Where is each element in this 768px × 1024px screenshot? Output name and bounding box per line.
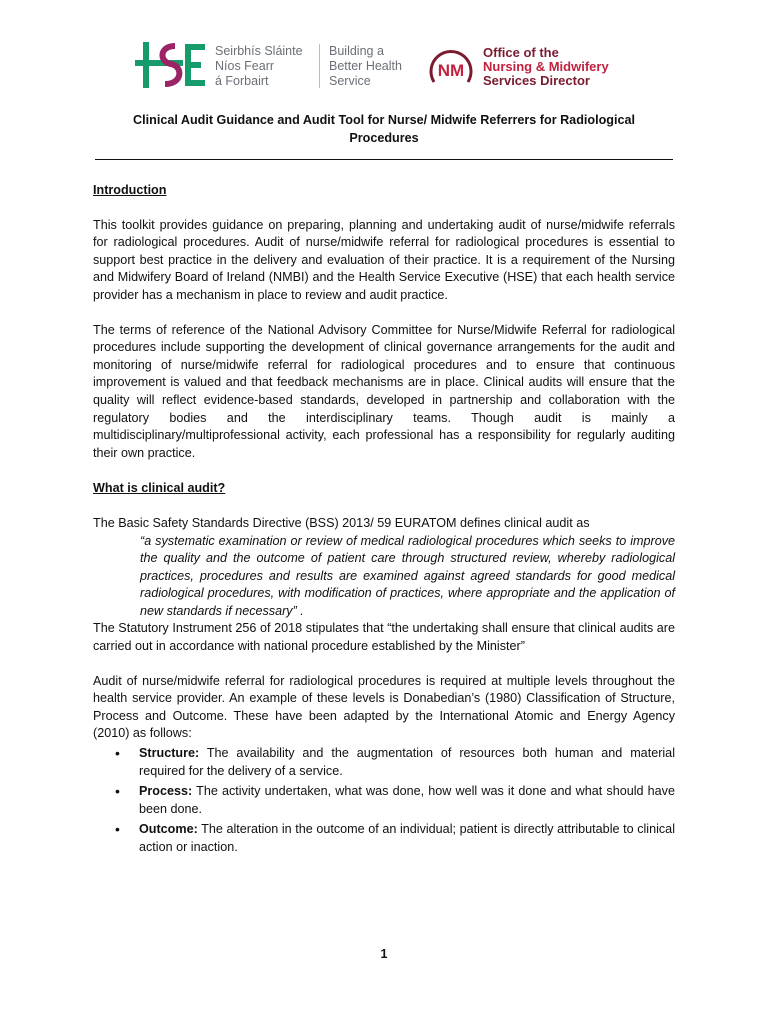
onm-logo xyxy=(426,42,476,92)
onm-office-line: Services Director xyxy=(483,73,590,88)
onm-logo-text: NM xyxy=(437,61,465,80)
levels-paragraph: Audit of nurse/midwife referral for radiological procedures is required at multiple levels throughout the health service provider. An example of these levels is Donabedian’s (1980) Classification of Structure, Process and Outcome. These have been adapted by the International Atomic and Energy Agency (2010) as follows: xyxy=(93,673,675,741)
hse-tagline-english-line: Service xyxy=(329,74,371,88)
audit-levels-list xyxy=(93,745,675,857)
hse-tagline-english-line: Building a xyxy=(329,44,384,58)
hse-logo-text: HSE xyxy=(133,40,136,41)
statutory-instrument-paragraph: The Statutory Instrument 256 of 2018 stipulates that “the undertaking shall ensure that clinical audits are carried out in accordance with national procedure established by the Minister” xyxy=(93,621,675,654)
introduction-heading: Introduction xyxy=(93,183,167,197)
level-description: The availability and the augmentation of resources both human and material required for the delivery of a service. xyxy=(139,746,675,778)
hse-tagline-irish-line: Seirbhís Sláinte xyxy=(215,44,303,58)
header-divider xyxy=(319,44,320,88)
list-item xyxy=(139,821,675,856)
hse-tagline-english xyxy=(329,44,429,89)
bss-definition-quote: “a systematic examination or review of medical radiological procedures which seeks to improve the quality and the outcome of patient care through structured review, whereby radiological practices, procedures and results are examined against agreed standards for good medical radiological procedures, with modification of practices, where appropriate and the application of new standards if necessary” . xyxy=(140,533,675,618)
document-title-line: Procedures xyxy=(349,131,419,145)
level-description: The alteration in the outcome of an individual; patient is directly attributable to clinical action or inaction. xyxy=(139,822,675,854)
hse-tagline-english-line: Better Health xyxy=(329,59,402,73)
onm-office-line: Nursing & Midwifery xyxy=(483,59,609,74)
intro-paragraph-2: The terms of reference of the National Advisory Committee for Nurse/Midwife Referral for radiological procedures include supporting the development of clinical governance arrangements for the audit and monitoring of nurse/midwife referral for radiological procedures and to ensure that continuous improvement is valued and that feedback mechanisms are in place. Clinical audits will ensure that the quality will reflect evidence-based standards, developed in partnership and collaboration with the regulatory bodies and the interdisciplinary teams. Though audit is mainly a multidisciplinary/multiprofessional activity, each professional has a responsibility for regularly auditing their own practice. xyxy=(93,322,675,460)
page-header xyxy=(133,38,633,94)
hse-tagline-irish xyxy=(215,44,319,89)
level-term: Process: xyxy=(139,784,193,799)
onm-office-line: Office of the xyxy=(483,45,559,60)
clinical-audit-heading: What is clinical audit? xyxy=(93,481,226,496)
document-body xyxy=(93,182,675,860)
level-description: The activity undertaken, what was done, how well was it done and what should have been done. xyxy=(139,784,675,816)
list-item xyxy=(139,745,675,780)
intro-paragraph-1: This toolkit provides guidance on preparing, planning and undertaking audit of nurse/midwife referrals for radiological procedures. Audit of nurse/midwife referral for radiological procedures is essential to support best practice in the delivery and evaluation of their practice. It is a requirement of the Nursing and Midwifery Board of Ireland (NMBI) and the Health Service Executive (HSE) that each health service provider has a mechanism in place to review and audit practice. xyxy=(93,217,675,302)
page-number: 1 xyxy=(380,947,388,961)
document-title-line: Clinical Audit Guidance and Audit Tool for Nurse/ Midwife Referrers for Radiological xyxy=(133,113,635,127)
document-title xyxy=(95,111,673,147)
list-item xyxy=(139,783,675,818)
hse-tagline-irish-line: Níos Fearr xyxy=(215,59,275,73)
hse-logo xyxy=(133,40,207,90)
title-divider xyxy=(95,159,673,160)
level-term: Outcome: xyxy=(139,822,198,837)
onm-office-name xyxy=(483,46,653,88)
hse-tagline-irish-line: á Forbairt xyxy=(215,74,269,88)
bss-intro-paragraph: The Basic Safety Standards Directive (BSS) 2013/ 59 EURATOM defines clinical audit as xyxy=(93,515,590,530)
level-term: Structure: xyxy=(139,746,200,761)
